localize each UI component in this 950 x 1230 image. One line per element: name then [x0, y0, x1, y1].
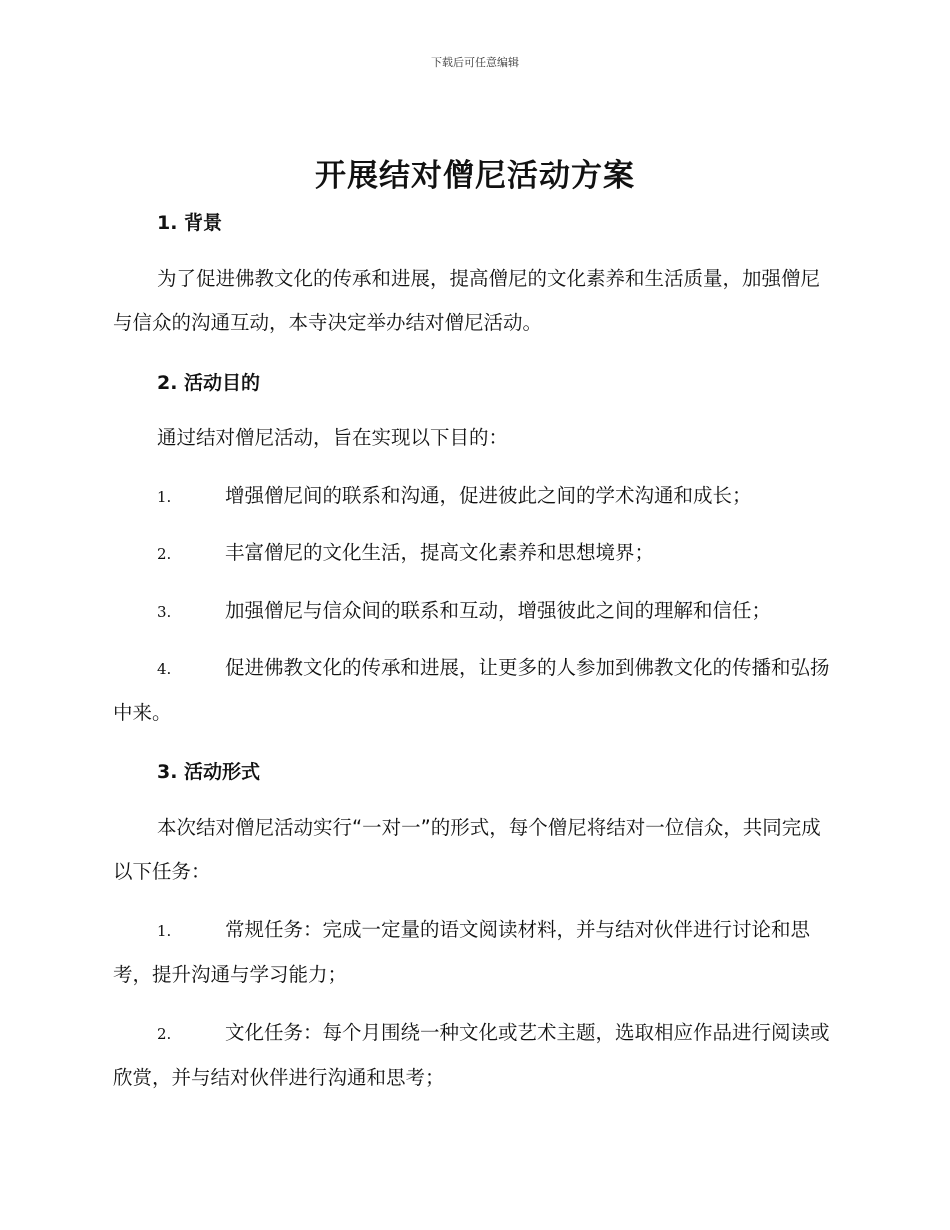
list-item-text: 常规任务：完成一定量的语文阅读材料，并与结对伙伴进行讨论和思考，提升沟通与学习能力；	[113, 918, 811, 986]
list-number: 1.	[157, 922, 172, 940]
section-heading-format: 3. 活动形式	[157, 761, 261, 783]
header-note: 下载后可任意编辑	[431, 56, 519, 69]
list-number: 2.	[157, 1025, 172, 1043]
document-title: 开展结对僧尼活动方案	[315, 158, 635, 194]
list-number: 1.	[157, 488, 172, 506]
list-number: 4.	[157, 660, 172, 678]
section-heading-purpose: 2. 活动目的	[157, 372, 261, 394]
purpose-list-item-3	[113, 589, 837, 634]
format-list-item-1	[113, 908, 837, 997]
purpose-list-item-4	[113, 646, 837, 735]
list-item-text: 增强僧尼间的联系和沟通，促进彼此之间的学术沟通和成长；	[225, 484, 752, 507]
list-number: 3.	[157, 603, 172, 621]
purpose-intro-paragraph: 通过结对僧尼活动，旨在实现以下目的：	[157, 426, 509, 449]
background-paragraph: 为了促进佛教文化的传承和进展，提高僧尼的文化素养和生活质量，加强僧尼与信众的沟通互动，本寺决定举办结对僧尼活动。	[113, 267, 821, 334]
list-item-text: 丰富僧尼的文化生活，提高文化素养和思想境界；	[225, 541, 655, 564]
list-item-text: 促进佛教文化的传承和进展，让更多的人参加到佛教文化的传播和弘扬中来。	[113, 656, 830, 724]
list-item-text: 文化任务：每个月围绕一种文化或艺术主题，选取相应作品进行阅读或欣赏，并与结对伙伴进行沟通和思考；	[113, 1021, 830, 1089]
purpose-list-item-1	[113, 474, 837, 519]
section-heading-background: 1. 背景	[157, 212, 223, 234]
list-number: 2.	[157, 545, 172, 563]
format-list-item-2	[113, 1011, 837, 1100]
purpose-list-item-2	[113, 531, 837, 576]
format-intro-paragraph: 本次结对僧尼活动实行“一对一”的形式，每个僧尼将结对一位信众，共同完成以下任务：	[113, 816, 821, 883]
list-item-text: 加强僧尼与信众间的联系和互动，增强彼此之间的理解和信任；	[225, 599, 772, 622]
